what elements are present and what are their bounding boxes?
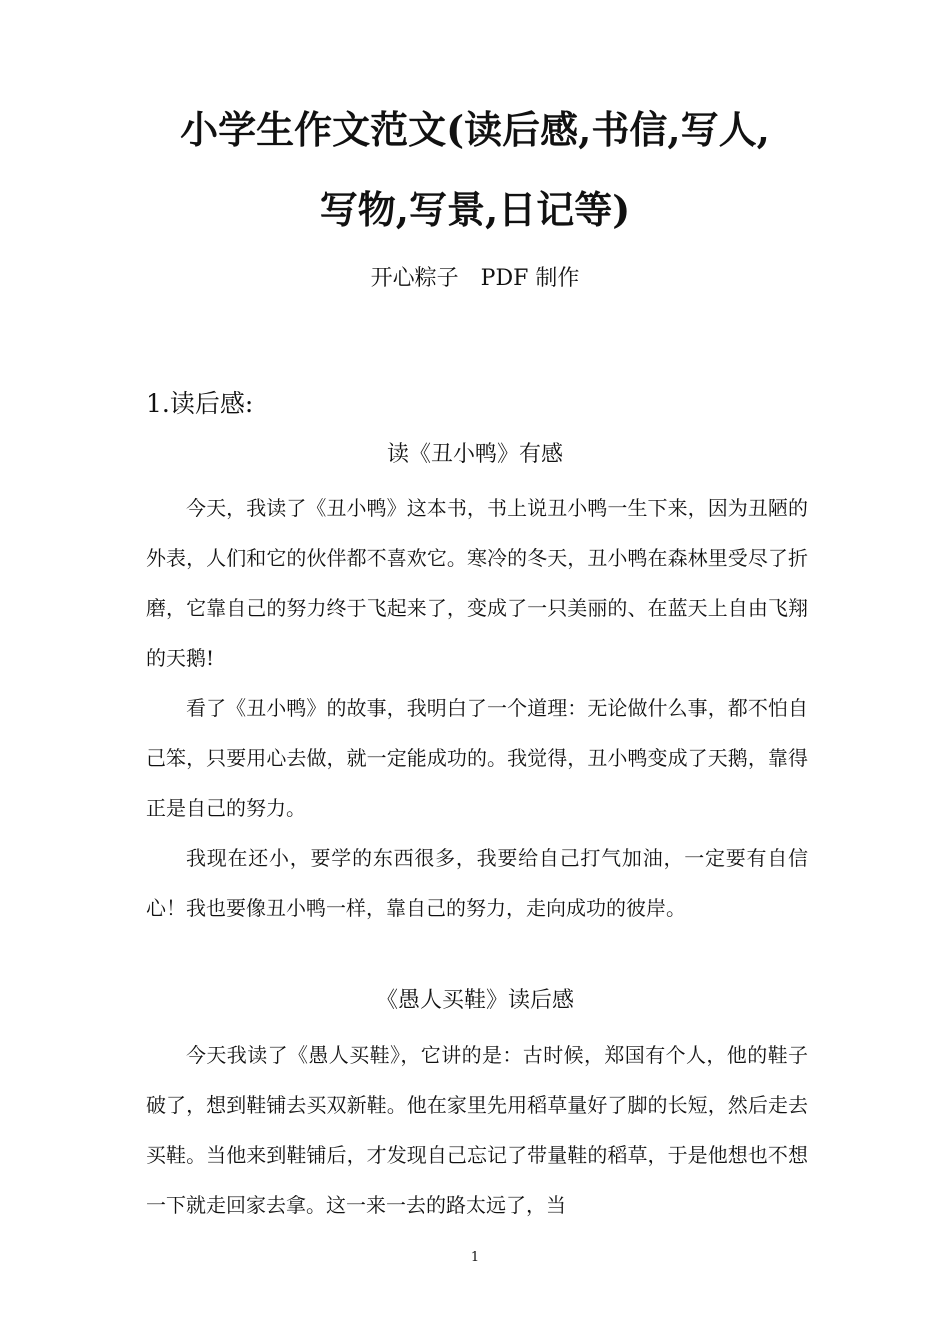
essay-paragraph: 我现在还小，要学的东西很多，我要给自己打气加油，一定要有自信心！我也要像丑小鸭一样，靠自己的努力，走向成功的彼岸。 <box>146 846 808 920</box>
document-subtitle: 开心粽子 PDF 制作 <box>370 266 580 291</box>
essay-paragraph: 今天，我读了《丑小鸭》这本书，书上说丑小鸭一生下来，因为丑陋的外表，人们和它的伙伴都不喜欢它。寒冷的冬天，丑小鸭在森林里受尽了折磨，它靠自己的努力终于飞起来了，变成了一只美丽的、在蓝天上自由飞翔的天鹅! <box>146 496 808 670</box>
essay-title: 读《丑小鸭》有感 <box>386 442 563 467</box>
page-number: 1 <box>470 1250 480 1265</box>
document-title-line-2: 写物,写景,日记等) <box>319 187 631 232</box>
essay-paragraph: 看了《丑小鸭》的故事，我明白了一个道理：无论做什么事，都不怕自己笨，只要用心去做，就一定能成功的。我觉得，丑小鸭变成了天鹅，靠得正是自己的努力。 <box>146 696 808 820</box>
document-title-line-1: 小学生作文范文(读后感,书信,写人, <box>180 107 770 152</box>
section-heading: 1.读后感: <box>146 389 254 418</box>
essay-title: 《愚人买鞋》读后感 <box>375 988 574 1013</box>
essay-paragraph: 今天我读了《愚人买鞋》，它讲的是：古时候，郑国有个人，他的鞋子破了，想到鞋铺去买双新鞋。他在家里先用稻草量好了脚的长短，然后走去买鞋。当他来到鞋铺后，才发现自己忘记了带量鞋的稻草，于是他想也不想一下就走回家去拿。这一来一去的路太远了，当 <box>146 1043 808 1217</box>
